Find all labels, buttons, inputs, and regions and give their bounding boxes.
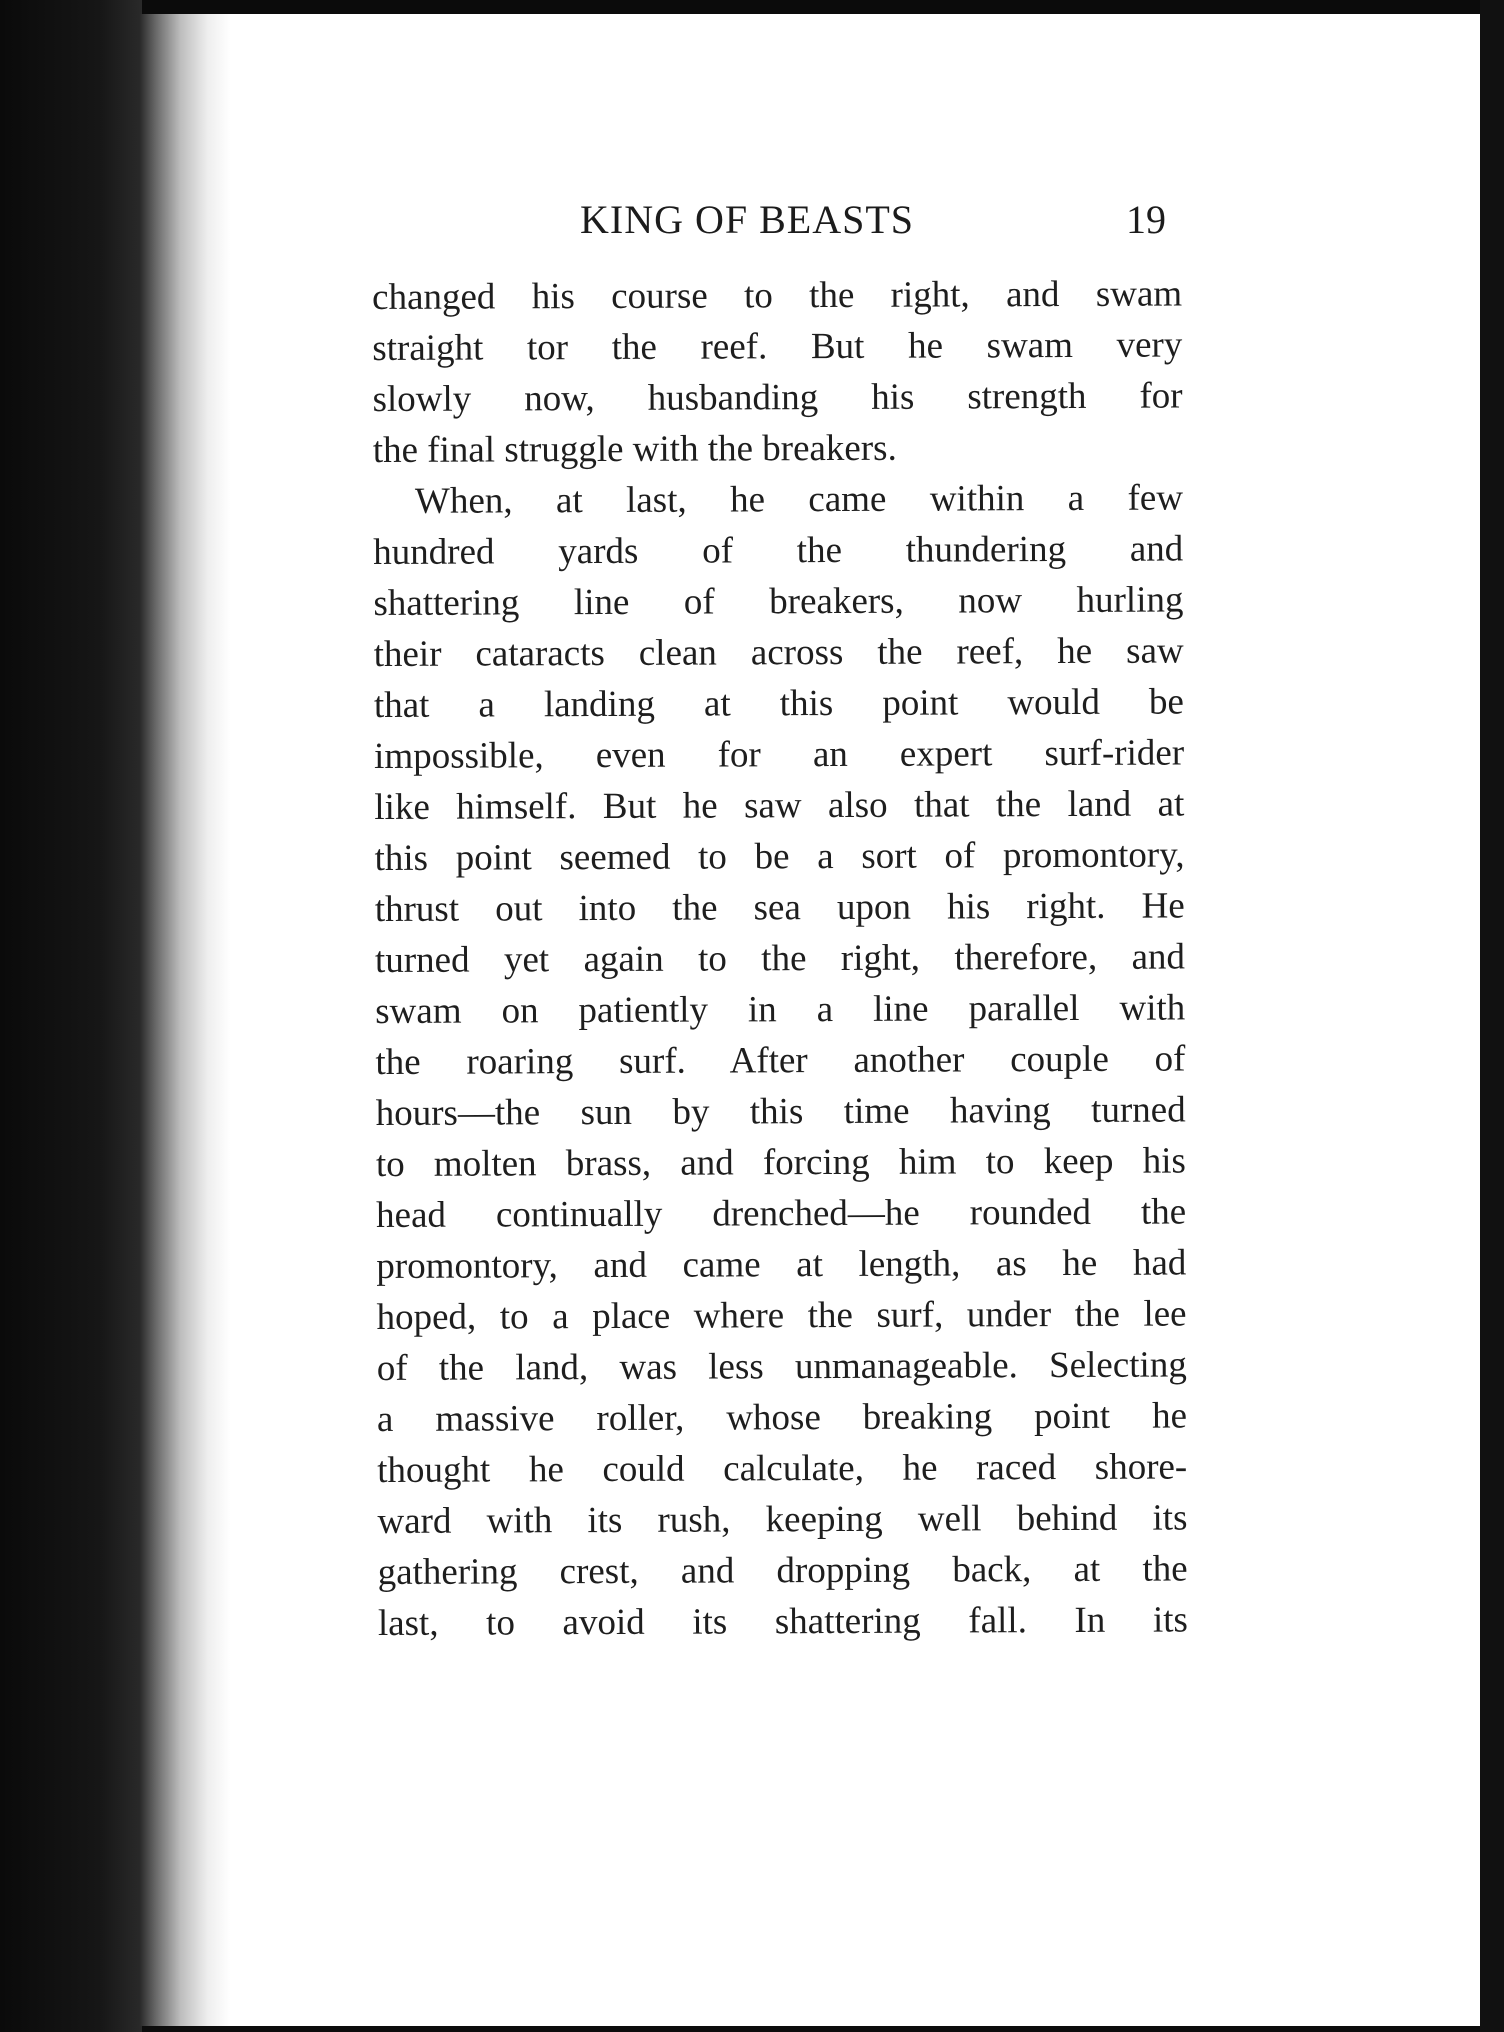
text-line: promontory, and came at length, as he had bbox=[376, 1242, 1187, 1287]
text-line: like himself. But he saw also that the land at bbox=[374, 783, 1185, 828]
text-line: head continually drenched—he rounded the bbox=[376, 1191, 1187, 1236]
page-gutter-shadow bbox=[140, 14, 230, 2026]
text-line: last, to avoid its shattering fall. In its bbox=[377, 1599, 1188, 1644]
text-line: swam on patiently in a line parallel with bbox=[375, 987, 1186, 1032]
text-line: thrust out into the sea upon his right. He bbox=[374, 885, 1185, 930]
running-head bbox=[376, 196, 1172, 256]
text-line: that a landing at this point would be bbox=[373, 681, 1184, 726]
text-line: to molten brass, and forcing him to keep his bbox=[375, 1140, 1186, 1185]
text-line: slowly now, husbanding his strength for bbox=[372, 375, 1183, 420]
text-line: changed his course to the right, and swam bbox=[372, 273, 1183, 318]
text-line: of the land, was less unmanageable. Selecting bbox=[376, 1344, 1187, 1389]
text-line: the roaring surf. After another couple of bbox=[375, 1038, 1186, 1083]
text-line: hours—the sun by this time having turned bbox=[375, 1089, 1186, 1134]
text-line: their cataracts clean across the reef, he saw bbox=[373, 630, 1184, 675]
text-line: a massive roller, whose breaking point he bbox=[376, 1395, 1188, 1440]
text-line: this point seemed to be a sort of promontory, bbox=[374, 834, 1185, 879]
text-line: straight tor the reef. But he swam very bbox=[372, 324, 1183, 369]
body-text bbox=[372, 268, 1188, 1649]
text-line: the final struggle with the breakers. bbox=[372, 427, 897, 471]
text-line: gathering crest, and dropping back, at the bbox=[377, 1548, 1188, 1593]
text-line: hundred yards of the thundering and bbox=[373, 528, 1184, 573]
text-line: shattering line of breakers, now hurling bbox=[373, 579, 1184, 624]
running-head-title: KING OF BEASTS bbox=[580, 197, 915, 242]
page-number: 19 bbox=[1126, 197, 1166, 242]
text-line: thought he could calculate, he raced shore- bbox=[377, 1446, 1188, 1491]
left-edge bbox=[0, 0, 142, 2032]
text-line: turned yet again to the right, therefore, and bbox=[374, 936, 1186, 981]
right-edge bbox=[1480, 0, 1504, 2032]
text-line: When, at last, he came within a few bbox=[414, 477, 1184, 522]
text-line: ward with its rush, keeping well behind its bbox=[377, 1497, 1188, 1542]
top-edge bbox=[0, 0, 1504, 14]
text-line: hoped, to a place where the surf, under the lee bbox=[376, 1293, 1187, 1338]
text-line: impossible, even for an expert surf-rider bbox=[374, 732, 1185, 777]
